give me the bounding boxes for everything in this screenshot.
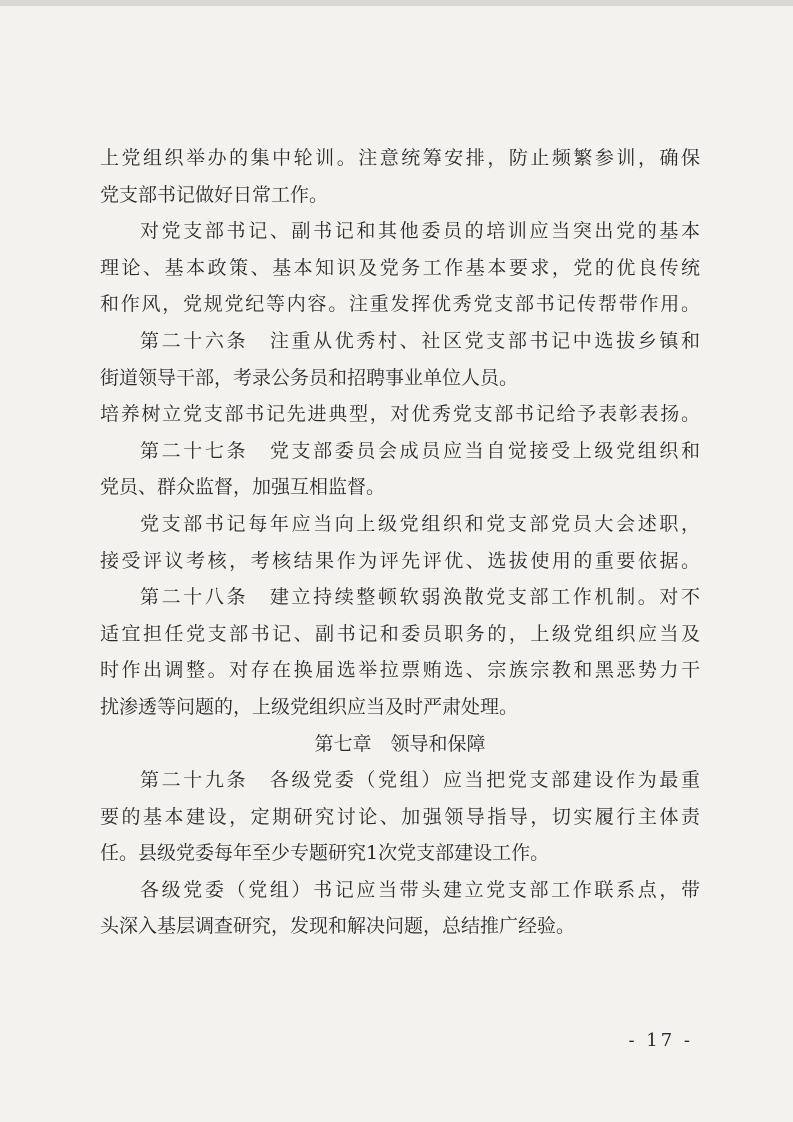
article-26: 第二十六条 注重从优秀村、社区党支部书记中选拔乡镇和 [140,329,700,352]
paragraph-start: 党支部书记每年应当向上级党组织和党支部党员大会述职， [140,512,700,535]
article-28: 第二十八条 建立持续整顿软弱涣散党支部工作机制。对不 [140,586,700,609]
article-27: 第二十七条 党支部委员会成员应当自觉接受上级党组织和 [140,439,700,462]
body-text [100,140,700,945]
text-line: 任。县级党委每年至少专题研究1次党支部建设工作。 [100,842,550,865]
chapter-heading: 第七章 领导和保障 [314,732,486,755]
text-line: 接受评议考核，考核结果作为评先评优、选拔使用的重要依据。 [100,549,700,572]
article-29: 第二十九条 各级党委（党组）应当把党支部建设作为最重 [140,769,700,792]
paragraph-start: 各级党委（党组）书记应当带头建立党支部工作联系点，带 [140,878,700,901]
text-line: 要的基本建设，定期研究讨论、加强领导指导，切实履行主体责 [100,805,700,828]
text-line: 党员、群众监督，加强互相监督。 [100,476,386,499]
text-line: 适宜担任党支部书记、副书记和委员职务的，上级党组织应当及 [100,622,700,645]
page-number: - 17 - [628,1030,693,1051]
text-line: 和作风，党规党纪等内容。注重发挥优秀党支部书记传帮带作用。 [100,293,700,316]
text-line: 党支部书记做好日常工作。 [100,183,329,206]
text-line: 培养树立党支部书记先进典型，对优秀党支部书记给予表彰表扬。 [100,403,700,426]
text-line: 上党组织举办的集中轮训。注意统筹安排，防止频繁参训，确保 [100,147,700,169]
scan-edge [0,0,793,6]
text-line: 扰渗透等问题的，上级党组织应当及时严肃处理。 [100,695,519,718]
text-line: 头深入基层调查研究，发现和解决问题，总结推广经验。 [100,915,576,938]
text-line: 时作出调整。对存在换届选举拉票贿选、宗族宗教和黑恶势力干 [100,659,700,682]
text-line: 街道领导干部，考录公务员和招聘事业单位人员。 [100,366,519,389]
paragraph-start: 对党支部书记、副书记和其他委员的培训应当突出党的基本 [140,220,700,243]
text-line: 理论、基本政策、基本知识及党务工作基本要求，党的优良传统 [100,256,700,279]
